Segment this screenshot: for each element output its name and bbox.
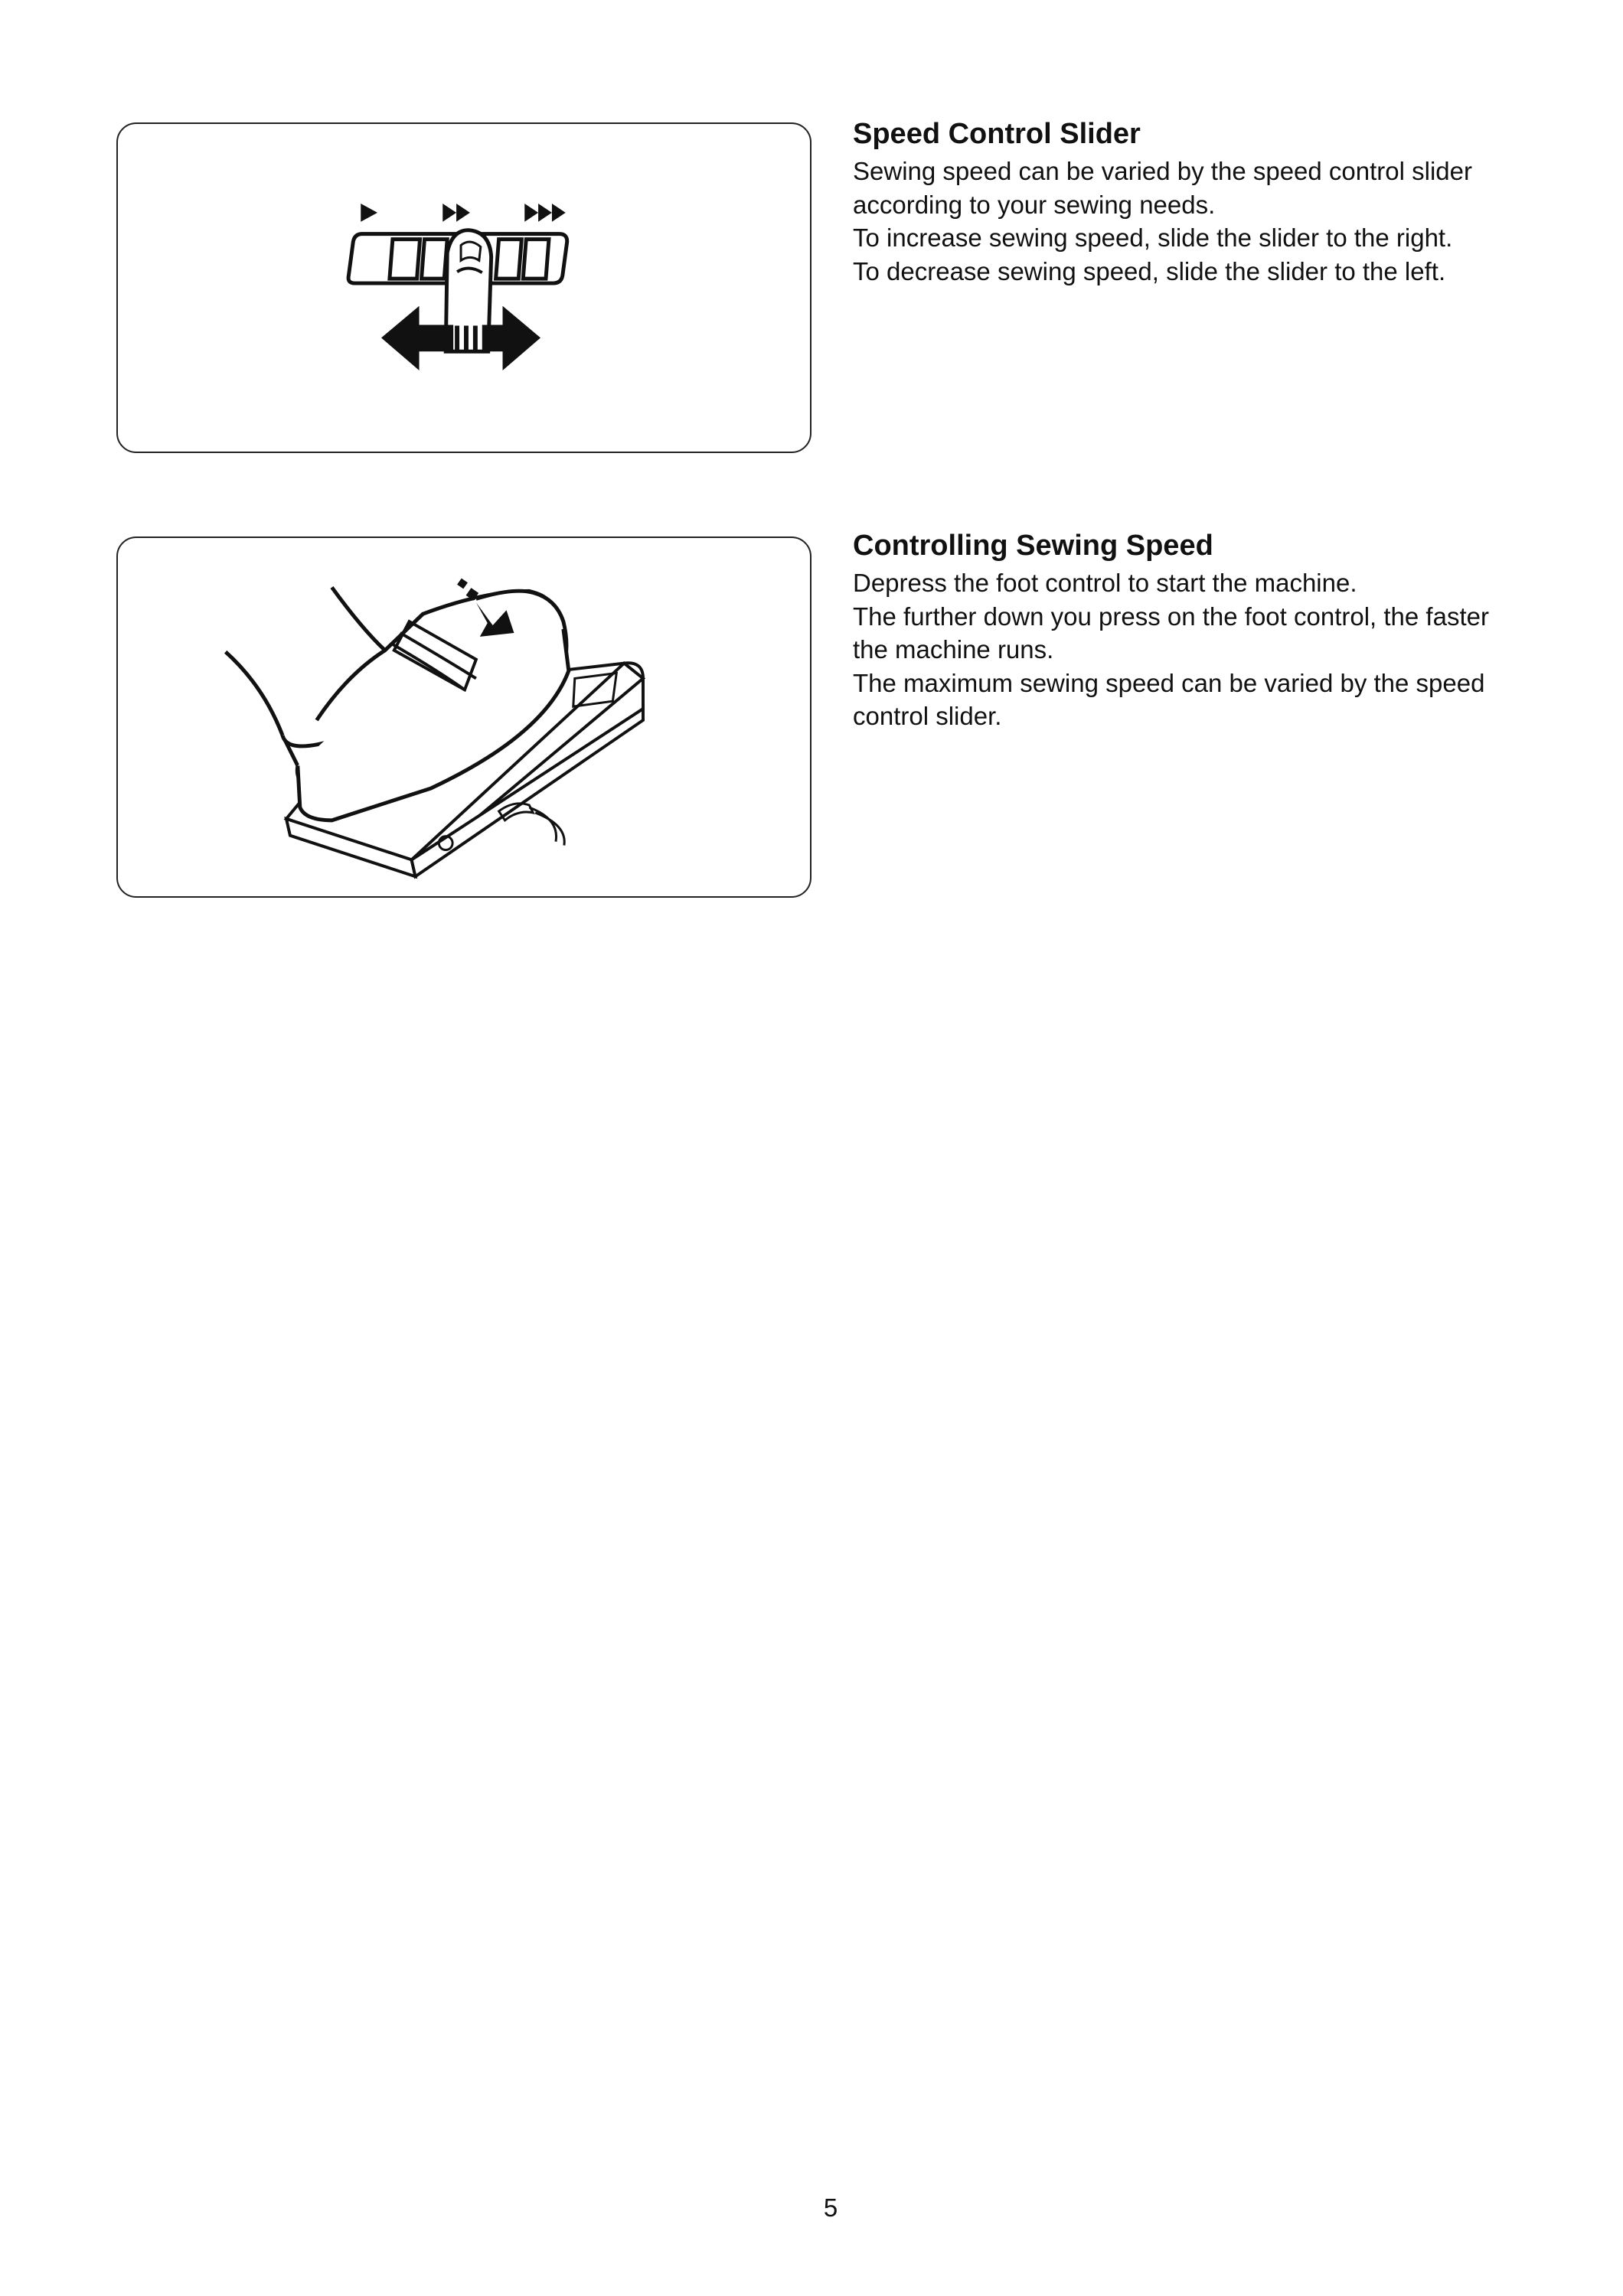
section-line: Depress the foot control to start the machine. <box>853 569 1357 597</box>
page-number: 5 <box>823 2193 838 2222</box>
speed-slider-figure <box>116 122 812 453</box>
section-line: The maximum sewing speed can be varied by the speed <box>853 668 1485 697</box>
section-line: the machine runs. <box>853 635 1054 664</box>
section-line: Sewing speed can be varied by the speed control slider <box>853 157 1472 185</box>
speed-slider-illustration <box>118 124 810 452</box>
play-medium-icon <box>442 204 470 222</box>
controlling-sewing-speed-section <box>853 528 1572 733</box>
foot-control-figure <box>116 536 812 898</box>
section-heading: Speed Control Slider <box>853 118 1141 150</box>
section-line: The further down you press on the foot control, the faster <box>853 602 1489 631</box>
play-slow-icon <box>361 204 377 222</box>
section-line: control slider. <box>853 702 1002 730</box>
section-line: To decrease sewing speed, slide the slider to the left. <box>853 256 1446 285</box>
foot-control-illustration <box>118 538 810 896</box>
play-fast-icon <box>524 204 566 222</box>
section-line: To increase sewing speed, slide the slider to the right. <box>853 223 1453 252</box>
speed-control-slider-section <box>853 116 1572 288</box>
section-line: according to your sewing needs. <box>853 190 1216 219</box>
left-arrow-icon <box>381 306 453 370</box>
section-heading: Controlling Sewing Speed <box>853 530 1213 562</box>
